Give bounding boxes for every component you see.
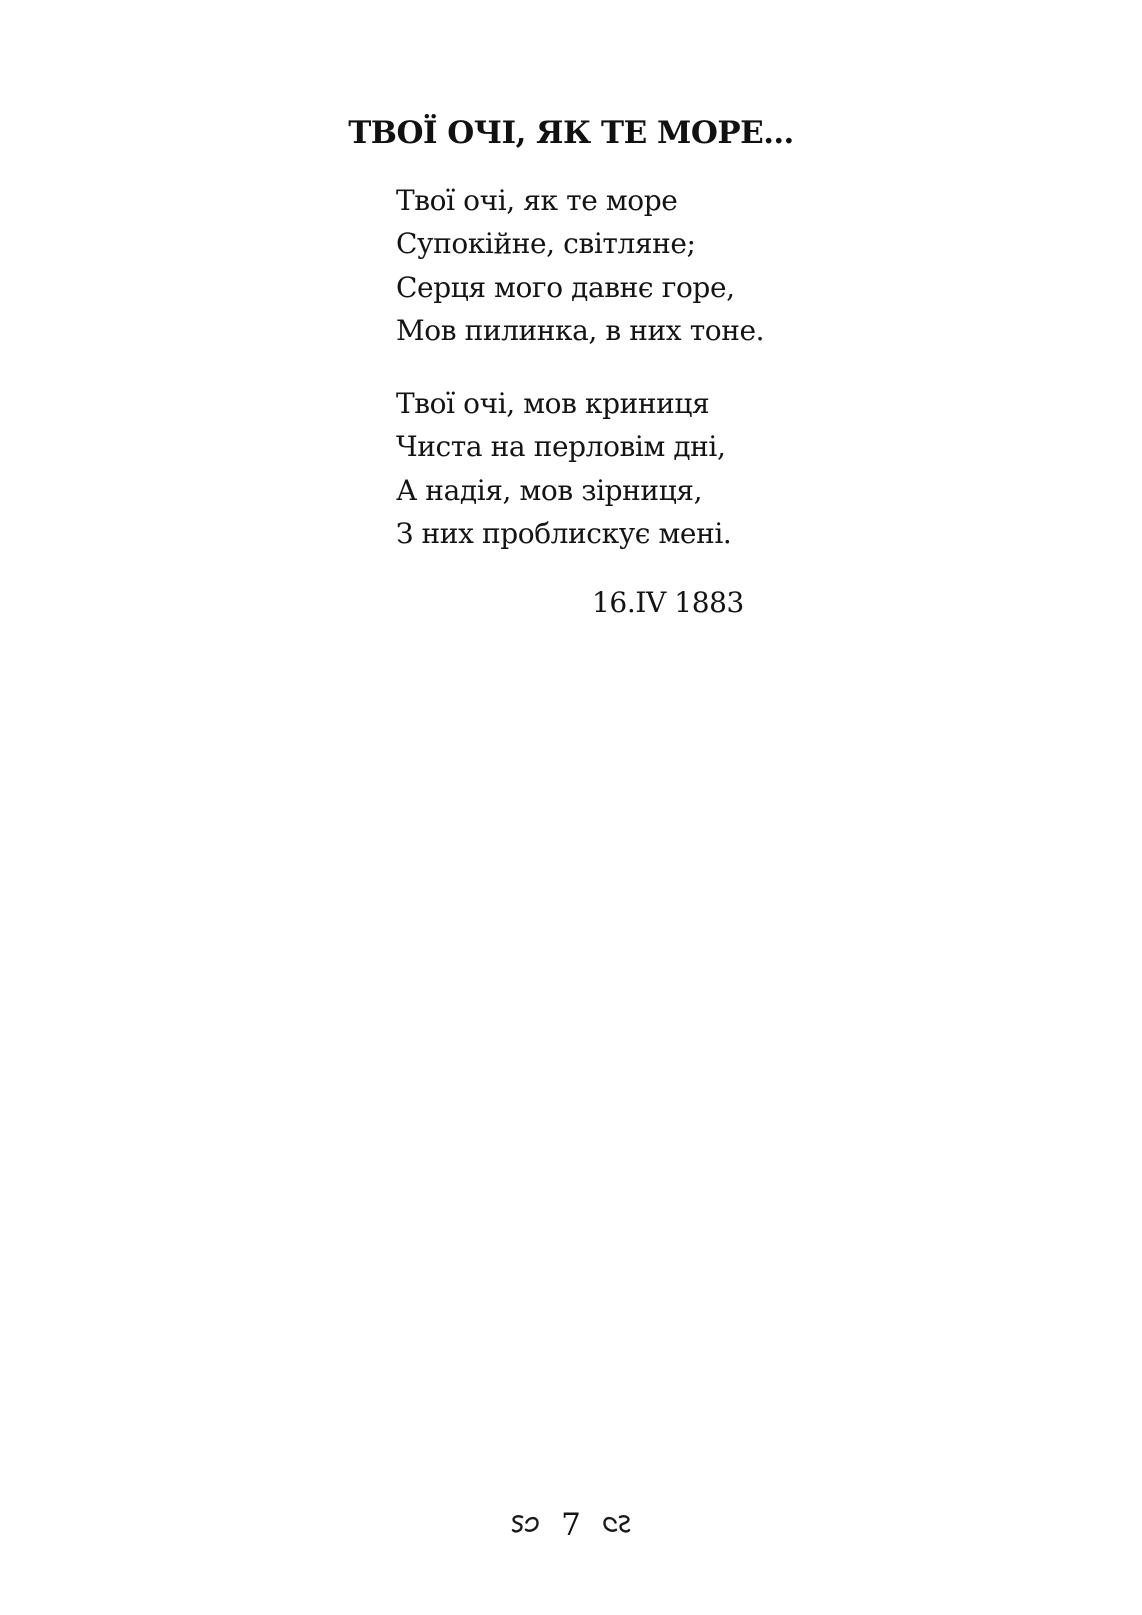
poem-line: А надія, мов зірниця, [396,473,703,507]
fleuron-left-icon [510,1514,540,1536]
poem-line: Чиста на перловім дні, [396,430,726,464]
poem-line: Супокійне, світляне; [396,227,696,261]
poem-line: Мов пилинка, в них тоне. [396,313,765,347]
poem-date: 16.IV 1883 [592,586,744,619]
page-footer [0,1507,1142,1543]
fleuron-right-icon [602,1514,632,1536]
poem-line: Серця мого давнє горе, [396,270,735,304]
poem-line: Твої очі, мов криниця [396,387,710,421]
page-number: 7 [561,1507,581,1543]
poem-line: З них проблискує мені. [396,517,732,551]
poem-title: ТВОЇ ОЧІ, ЯК ТЕ МОРЕ… [348,115,794,151]
stanza-2 [396,382,956,555]
poem-line: Твої очі, як те море [396,184,678,217]
poem-body [396,179,956,555]
stanza-1 [396,179,956,352]
